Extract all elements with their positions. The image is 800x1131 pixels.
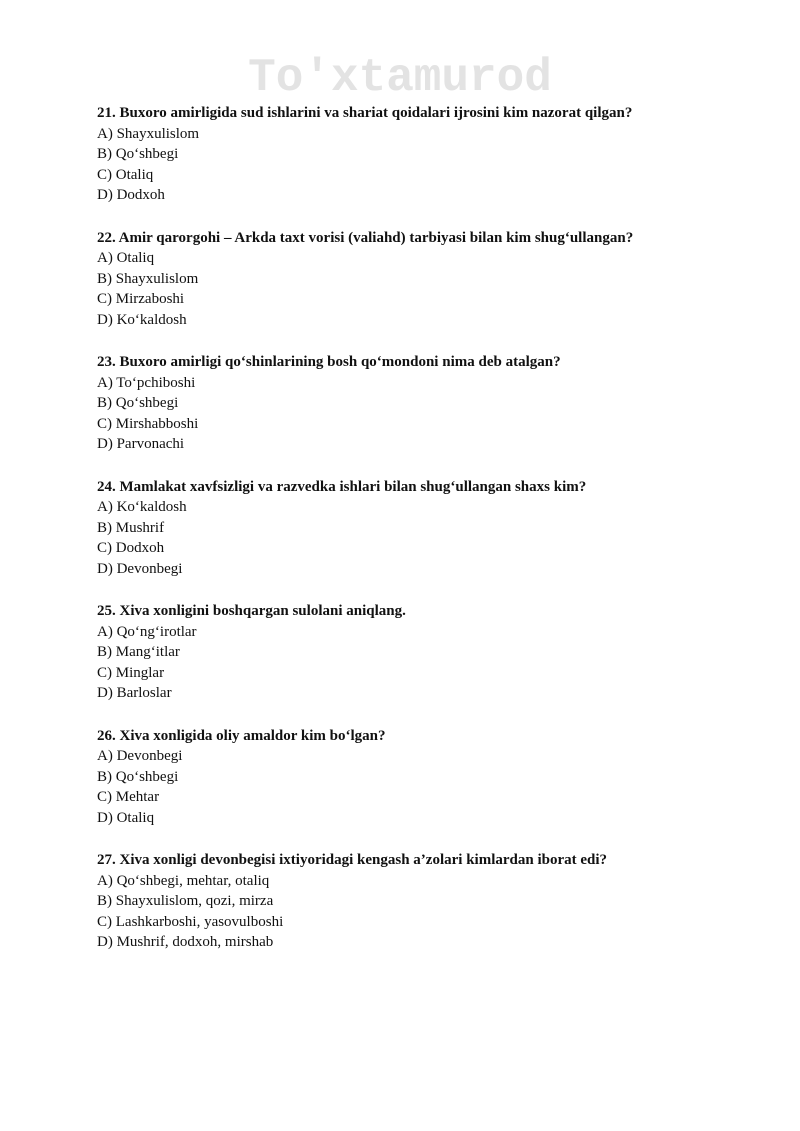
question-title: 25. Xiva xonligini boshqargan sulolani aniqlang. (97, 603, 406, 619)
option-b: B) Mang‘itlar (97, 644, 180, 660)
option-c: C) Minglar (97, 664, 165, 681)
option-d: D) Otaliq (97, 809, 155, 826)
option-d: D) Dodxoh (97, 187, 165, 203)
option-a: A) Qo‘ng‘irotlar (97, 623, 197, 640)
question-title: 27. Xiva xonligi devonbegisi ixtiyoridagi kengash a’zolari kimlardan iborat edi? (97, 852, 608, 868)
option-c: C) Dodxoh (97, 540, 165, 556)
option-d: D) Ko‘kaldosh (97, 311, 187, 328)
option-c: C) Mirzaboshi (97, 291, 185, 307)
option-a: A) Ko‘kaldosh (97, 499, 187, 515)
option-d: D) Mushrif, dodxoh, mirshab (97, 934, 274, 950)
option-d: D) Devonbegi (97, 560, 183, 577)
question-title: 21. Buxoro amirligida sud ishlarini va shariat qoidalari ijrosini kim nazorat qilgan? (97, 105, 633, 121)
question-26 (97, 726, 737, 829)
option-a: A) To‘pchiboshi (97, 374, 196, 391)
option-b: B) Shayxulislom (97, 270, 199, 287)
option-a: A) Otaliq (97, 250, 155, 266)
option-b: B) Qo‘shbegi (97, 768, 179, 785)
option-c: C) Lashkarboshi, yasovulboshi (97, 913, 284, 930)
question-title: 23. Buxoro amirligi qo‘shinlarining bosh qo‘mondoni nima deb atalgan? (97, 354, 561, 370)
option-d: D) Barloslar (97, 685, 172, 701)
question-27 (97, 850, 737, 953)
watermark-text: To'xtamurod (248, 52, 552, 104)
option-c: C) Mirshabboshi (97, 415, 199, 432)
question-24 (97, 477, 737, 580)
question-title: 26. Xiva xonligida oliy amaldor kim bo‘lgan? (97, 727, 386, 744)
option-d: D) Parvonachi (97, 436, 185, 452)
question-23 (97, 352, 737, 455)
question-title: 24. Mamlakat xavfsizligi va razvedka ishlari bilan shug‘ullangan shaxs kim? (97, 478, 587, 495)
option-c: C) Otaliq (97, 166, 154, 183)
option-b: B) Qo‘shbegi (97, 146, 179, 162)
option-b: B) Qo‘shbegi (97, 395, 179, 411)
option-a: A) Qo‘shbegi, mehtar, otaliq (97, 872, 270, 889)
option-b: B) Mushrif (97, 519, 165, 536)
option-a: A) Shayxulislom (97, 125, 200, 142)
question-25 (97, 601, 737, 704)
question-title: 22. Amir qarorgohi – Arkda taxt vorisi (valiahd) tarbiyasi bilan kim shug‘ullangan? (97, 229, 634, 246)
option-c: C) Mehtar (97, 789, 160, 805)
option-a: A) Devonbegi (97, 748, 183, 764)
question-21 (97, 103, 737, 206)
option-b: B) Shayxulislom, qozi, mirza (97, 893, 274, 909)
question-22 (97, 228, 737, 331)
question-list (97, 103, 737, 975)
